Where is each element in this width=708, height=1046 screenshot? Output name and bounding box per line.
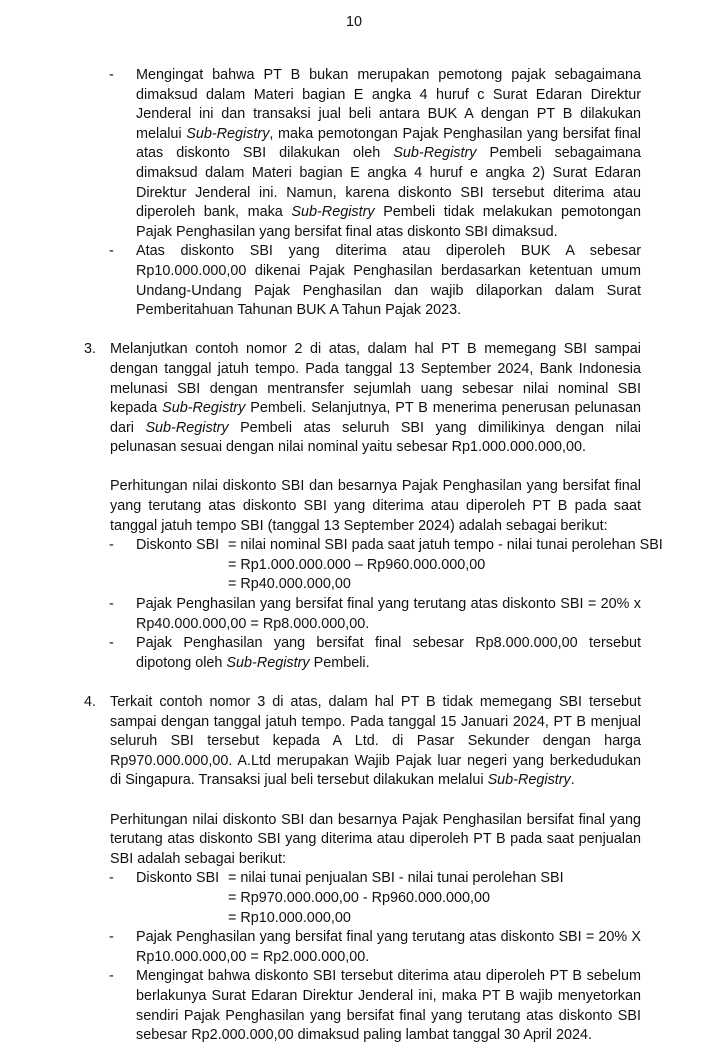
bullet-dash: - [109, 243, 114, 260]
bullet-dash: - [109, 537, 114, 554]
numbered-item-3 [84, 340, 641, 458]
page-number: 10 [345, 14, 362, 30]
calculation-intro: Perhitungan nilai diskonto SBI dan besarnya Pajak Penghasilan bersifat final yang terutang atas diskonto SBI yang diterima atau diperoleh PT B pada saat penjualan SBI adalah sebagai berikut: [110, 811, 641, 867]
italic-term: Sub-Registry [186, 125, 270, 142]
italic-term: Sub-Registry [162, 400, 246, 417]
bullet-text: Mengingat bahwa PT B bukan merupakan pemotong pajak sebagaimana dimaksud dalam Materi bagian E angka 4 huruf c Surat Edaran Direktur Jenderal ini dan transaksi jual beli antara BUK A dengan PT B dilakukan melalui Sub-Registry, maka pemotongan Pajak Penghasilan yang bersifat final atas diskonto SBI dilakukan oleh Sub-Registry Pembeli sebagaimana dimaksud dalam Materi bagian E angka 4 huruf e angka 2) Surat Edaran Direktur Jenderal ini. Namun, karena diskonto SBI tersebut diterima atau diperoleh bank, maka Sub-Registry Pembeli tidak melakukan pemotongan Pajak Penghasilan yang bersifat final atas diskonto SBI dimaksud. [136, 67, 641, 240]
italic-term: Sub-Registry [226, 654, 310, 671]
bullet-text: Pajak Penghasilan yang bersifat final yang terutang atas diskonto SBI = 20% X Rp10.000.000,00 = Rp2.000.000,00. [136, 929, 641, 965]
bullet-text: Pajak Penghasilan yang bersifat final sebesar Rp8.000.000,00 tersebut dipotong oleh Sub-Registry Pembeli. [136, 635, 641, 671]
bullet-text: Pajak Penghasilan yang bersifat final yang terutang atas diskonto SBI = 20% x Rp40.000.000,00 = Rp8.000.000,00. [136, 596, 641, 632]
formula-line: = Rp40.000.000,00 [228, 576, 351, 593]
bullet-dash: - [109, 870, 114, 887]
formula-line: = Rp970.000.000,00 - Rp960.000.000,00 [228, 889, 491, 906]
discount-formula [109, 869, 641, 928]
formula-line: = nilai nominal SBI pada saat jatuh tempo - nilai tunai perolehan SBI [228, 537, 663, 554]
bullet-dash: - [109, 929, 114, 946]
formula-line: = nilai tunai penjualan SBI - nilai tunai perolehan SBI [228, 870, 564, 887]
formula-line: = Rp10.000.000,00 [228, 909, 351, 926]
item-text: Terkait contoh nomor 3 di atas, dalam hal PT B tidak memegang SBI tersebut sampai dengan tanggal jatuh tempo. Pada tanggal 15 Januari 2024, PT B menjual seluruh SBI tersebut kepada A Ltd. di Pasar Sekunder dengan harga Rp970.000.000,00. A.Ltd merupakan Wajib Pajak luar negeri yang berkedudukan di Singapura. Transaksi jual beli tersebut dilakukan melalui Sub-Registry. [110, 694, 641, 789]
bullet-dash: - [109, 635, 114, 652]
item-number: 3. [84, 341, 97, 358]
italic-term: Sub-Registry [393, 145, 477, 162]
list-item [109, 634, 641, 673]
bullet-dash: - [109, 968, 114, 985]
formula-label: Diskonto SBI [136, 537, 220, 554]
bullet-text: Mengingat bahwa diskonto SBI tersebut diterima atau diperoleh PT B sebelum berlakunya Surat Edaran Direktur Jenderal ini, maka PT B wajib menyetorkan sendiri Pajak Penghasilan yang bersifat final yang terutang atas diskonto SBI sebesar Rp2.000.000,00 dimaksud paling lambat tanggal 30 April 2024. [136, 968, 641, 1044]
item-text: Melanjutkan contoh nomor 2 di atas, dalam hal PT B memegang SBI sampai dengan tanggal jatuh tempo. Pada tanggal 13 September 2024, Bank Indonesia melunasi SBI dengan mentransfer sejumlah uang sebesar nilai nominal SBI kepada Sub-Registry Pembeli. Selanjutnya, PT B menerima penerusan pelunasan dari Sub-Registry Pembeli atas seluruh SBI yang dimilikinya dengan nilai pelunasan sesuai dengan nilai nominal yaitu sebesar Rp1.000.000.000,00. [110, 341, 641, 456]
italic-term: Sub-Registry [291, 204, 375, 221]
list-item [109, 595, 641, 634]
calculation-intro: Perhitungan nilai diskonto SBI dan besarnya Pajak Penghasilan yang bersifat final yang terutang atas diskonto SBI yang diterima atau diperoleh PT B pada saat tanggal jatuh tempo SBI (tanggal 13 September 2024) adalah sebagai berikut: [110, 478, 641, 534]
list-item [109, 242, 641, 320]
bullet-dash: - [109, 67, 114, 83]
list-item [109, 928, 641, 967]
document-body [0, 66, 708, 1046]
list-item [109, 967, 641, 1045]
numbered-item-4 [84, 693, 641, 791]
formula-label: Diskonto SBI [136, 870, 220, 887]
list-item [109, 66, 641, 242]
formula-line: = Rp1.000.000.000 – Rp960.000.000,00 [228, 556, 486, 573]
bullet-dash: - [109, 596, 114, 613]
italic-term: Sub-Registry [487, 772, 571, 789]
item-number: 4. [84, 694, 97, 710]
italic-term: Sub-Registry [145, 419, 229, 436]
bullet-text: Atas diskonto SBI yang diterima atau diperoleh BUK A sebesar Rp10.000.000,00 dikenai Pajak Penghasilan berdasarkan ketentuan umum Undang-Undang Pajak Penghasilan dan wajib dilaporkan dalam Surat Pemberitahuan Tahunan BUK A Tahun Pajak 2023. [136, 243, 641, 319]
discount-formula [109, 536, 663, 595]
